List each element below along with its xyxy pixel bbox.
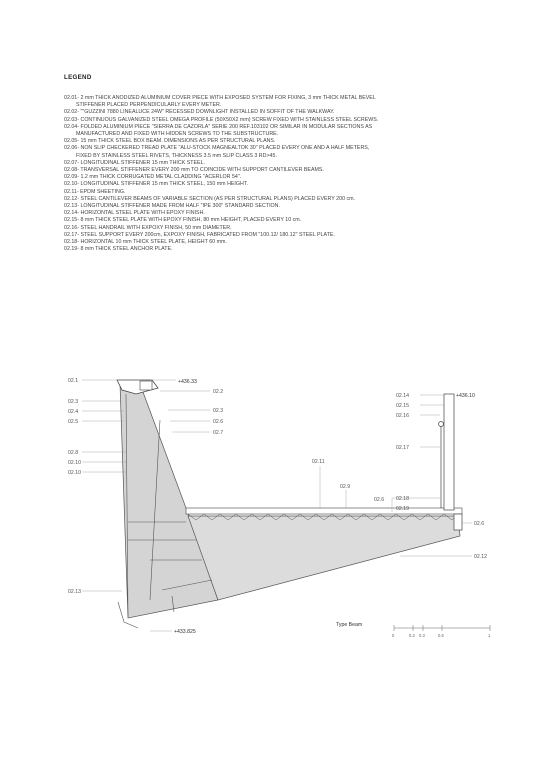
support-wall-section xyxy=(120,384,218,618)
legend-item-text: 02.11- EPDM SHEETING. xyxy=(64,188,126,195)
scale-tick-1: 1 xyxy=(488,633,491,638)
scale-tick-0-5: 0.5 xyxy=(438,633,444,638)
scale-tick-0-2: 0.2 xyxy=(409,633,415,638)
label-02-18: 02.18 xyxy=(396,496,409,502)
legend-item-text: 02.15- 8 mm THICK STEEL PLATE WITH EPOXY FINISH, 80 mm HEIGHT, PLACED EVERY 10 cm. xyxy=(64,217,302,224)
legend-title: LEGEND xyxy=(64,74,92,81)
legend-item-text: 02.19- 8 mm THICK STEEL ANCHOR PLATE. xyxy=(64,246,173,253)
label-02-1: 02.1 xyxy=(68,378,79,384)
legend-item-text: 02.03- CONTINUOUS GALVANIZED STEEL OMEGA PROFILE (50X50X2 mm) SCREW FIXED WITH STAINLESS STEEL SCREWS. xyxy=(64,116,379,123)
legend-item-text: 02.01- 2 mm THICK ANODIZED ALUMINIUM COVER PIECE WITH EXPOSED SYSTEM FOR FIXING, 3 mm THICK METAL BEVEL xyxy=(64,95,376,101)
legend-item-text: 02.14- HORIZONTAL STEEL PLATE WITH EPOXY FINISH. xyxy=(64,210,205,217)
cantilever-beam xyxy=(188,516,460,600)
legend-item-continuation: FIXED BY STAINLESS STEEL RIVETS, THICKNESS 3.5 mm SLIP CLASS 3 RD>45. xyxy=(76,152,277,159)
legend-item-text: 02.02- ""GUZZINI 7880 LINEALUCE 24W" RECESSED DOWNLIGHT INSTALLED IN SOFFIT OF THE WALKWAY. xyxy=(64,109,335,116)
legend-item-continuation: STIFFENER PLACED PERPENDICULARLY EVERY METER. xyxy=(76,102,222,109)
label-02-5: 02.5 xyxy=(68,419,79,425)
legend-item-text: 02.06- NON SLIP CHECKERED TREAD PLATE "ALU-STOCK MAGNEALTOK 30" PLACED EVERY ONE AND A HALF METERS, xyxy=(64,145,370,152)
downlight-box xyxy=(140,381,152,390)
label-02-13: 02.13 xyxy=(68,589,81,595)
label-02-11: 02.11 xyxy=(312,459,325,465)
elevation-top-right: +436.10 xyxy=(456,393,475,399)
legend-item-text: 02.18- HORIZONTAL 10 mm THICK STEEL PLATE, HEIGHT 60 mm. xyxy=(64,239,227,246)
label-02-3-left: 02.3 xyxy=(68,399,79,405)
label-02-3-inner: 02.3 xyxy=(213,408,224,414)
legend-item-text: 02.08- TRANSVERSAL STIFFENER EVERY 200 mm TO COINCIDE WITH SUPPORT CANTILEVER BEAMS. xyxy=(64,167,324,174)
label-02-10-a: 02.10 xyxy=(68,460,81,466)
label-02-6-inner: 02.6 xyxy=(213,419,224,425)
legend-item-continuation: MANUFACTURED AND FIXED WITH HIDDEN SCREWS TO THE SUBSTRUCTURE. xyxy=(76,131,279,138)
label-02-10-b: 02.10 xyxy=(68,470,81,476)
legend-item-text: 02.07- LONGITUDINAL STIFFENER 15 mm THICK STEEL. xyxy=(64,159,205,166)
label-02-15: 02.15 xyxy=(396,403,409,409)
legend-item-text: 02.17- STEEL SUPPORT EVERY 200cm, EXPOXY FINISH, FABRICATED FROM "100.12/ 180.12" STEEL PLATE. xyxy=(64,231,335,238)
scale-tick-0: 0 xyxy=(392,633,395,638)
scale-tick-0-3: 0.3 xyxy=(419,633,425,638)
legend-item-text: 02.04- FOLDED ALUMINIUM PIECE "SIERRA DE CAZORLA" SERIE 200 REF.103102 OR SIMILAR IN MODULAR SECTIONS AS xyxy=(64,123,373,130)
label-02-12: 02.12 xyxy=(474,554,487,560)
label-02-2: 02.2 xyxy=(213,389,224,395)
scale-bar xyxy=(394,625,490,631)
label-02-19: 02.19 xyxy=(396,506,409,512)
legend-item-text: 02.12- STEEL CANTILEVER BEAMS OF VARIABLE SECTION (AS PER STRUCTURAL PLANS) PLACED EVERY 200 cm. xyxy=(64,195,356,202)
label-02-14: 02.14 xyxy=(396,393,409,399)
label-02-16: 02.16 xyxy=(396,413,409,419)
label-02-6-mid: 02.6 xyxy=(374,497,385,503)
label-02-17: 02.17 xyxy=(396,445,409,451)
legend-item-text: 02.05- 15 mm THICK STEEL BOX BEAM. DIMENSIONS AS PER STRUCTURAL PLANS. xyxy=(64,138,276,145)
legend-item-text: 02.13- LONGITUDINAL STIFFENER MADE FROM HALF "IPE 300" STANDARD SECTION. xyxy=(64,203,280,210)
elevation-bottom: +433.825 xyxy=(174,629,196,635)
label-02-9: 02.9 xyxy=(340,484,351,490)
label-02-4: 02.4 xyxy=(68,409,79,415)
label-02-6-right: 02.6 xyxy=(474,521,485,527)
elevation-top-left: +436.33 xyxy=(178,379,197,385)
legend-item-text: 02.09- 1.2 mm THICK CORRUGATED METAL CLADDING "ACERLOR 54". xyxy=(64,174,242,181)
label-02-7: 02.7 xyxy=(213,430,224,436)
drawing-title: Type Beam xyxy=(336,622,363,628)
legend-item-text: 02.16- STEEL HANDRAIL WITH EXPOXY FINISH, 50 mm DIAMETER. xyxy=(64,224,232,231)
legend-item-text: 02.10- LONGITUDINAL STIFFENER 15 mm THICK STEEL, 150 mm HEIGHT. xyxy=(64,181,248,188)
label-02-8: 02.8 xyxy=(68,450,79,456)
